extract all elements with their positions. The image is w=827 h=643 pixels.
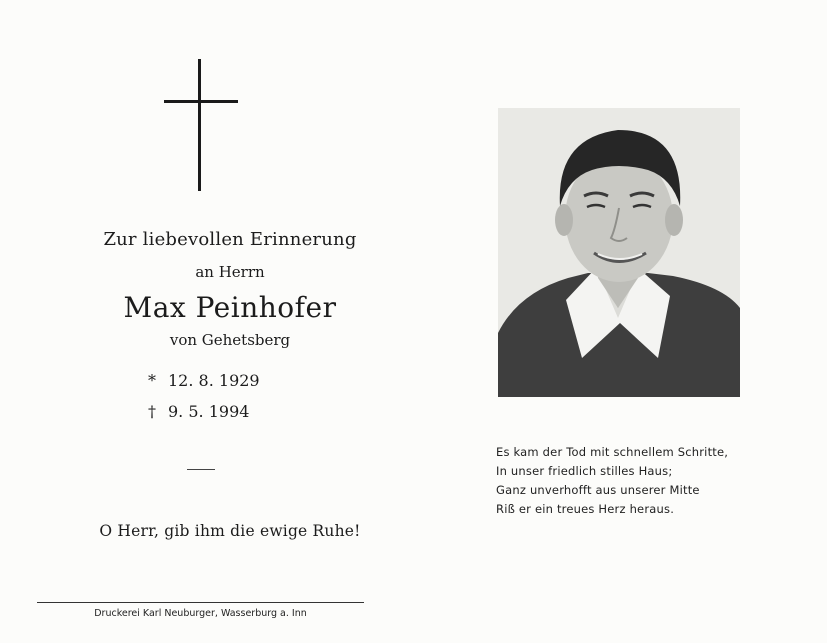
portrait-illustration [498,108,740,397]
cross-icon [164,59,238,191]
birth-date: 12. 8. 1929 [168,371,260,390]
death-line [148,402,249,421]
portrait-photo [498,108,740,397]
printer-credit: Druckerei Karl Neuburger, Wasserburg a. Inn [94,608,307,619]
origin-text: von Gehetsberg [169,331,291,349]
poem-line: Es kam der Tod mit schnellem Schritte, [496,445,729,459]
intro-text: Zur liebevollen Erinnerung [103,229,357,250]
poem-block [496,443,796,519]
birth-line [148,371,260,390]
divider-long [37,602,364,603]
deceased-name: Max Peinhofer [123,291,337,324]
prayer-text: O Herr, gib ihm die ewige Ruhe! [99,522,361,540]
poem-line: In unser friedlich stilles Haus; [496,464,673,478]
cross-vertical-bar [198,59,201,191]
poem-line: Ganz unverhofft aus unserer Mitte [496,483,700,497]
death-date: 9. 5. 1994 [168,402,250,421]
death-dagger-icon: † [148,402,156,421]
salutation-text: an Herrn [195,263,265,281]
cross-horizontal-bar [164,100,238,103]
poem-line: Riß er ein treues Herz heraus. [496,502,675,516]
divider-short [187,469,215,470]
birth-star-icon: * [148,371,156,390]
